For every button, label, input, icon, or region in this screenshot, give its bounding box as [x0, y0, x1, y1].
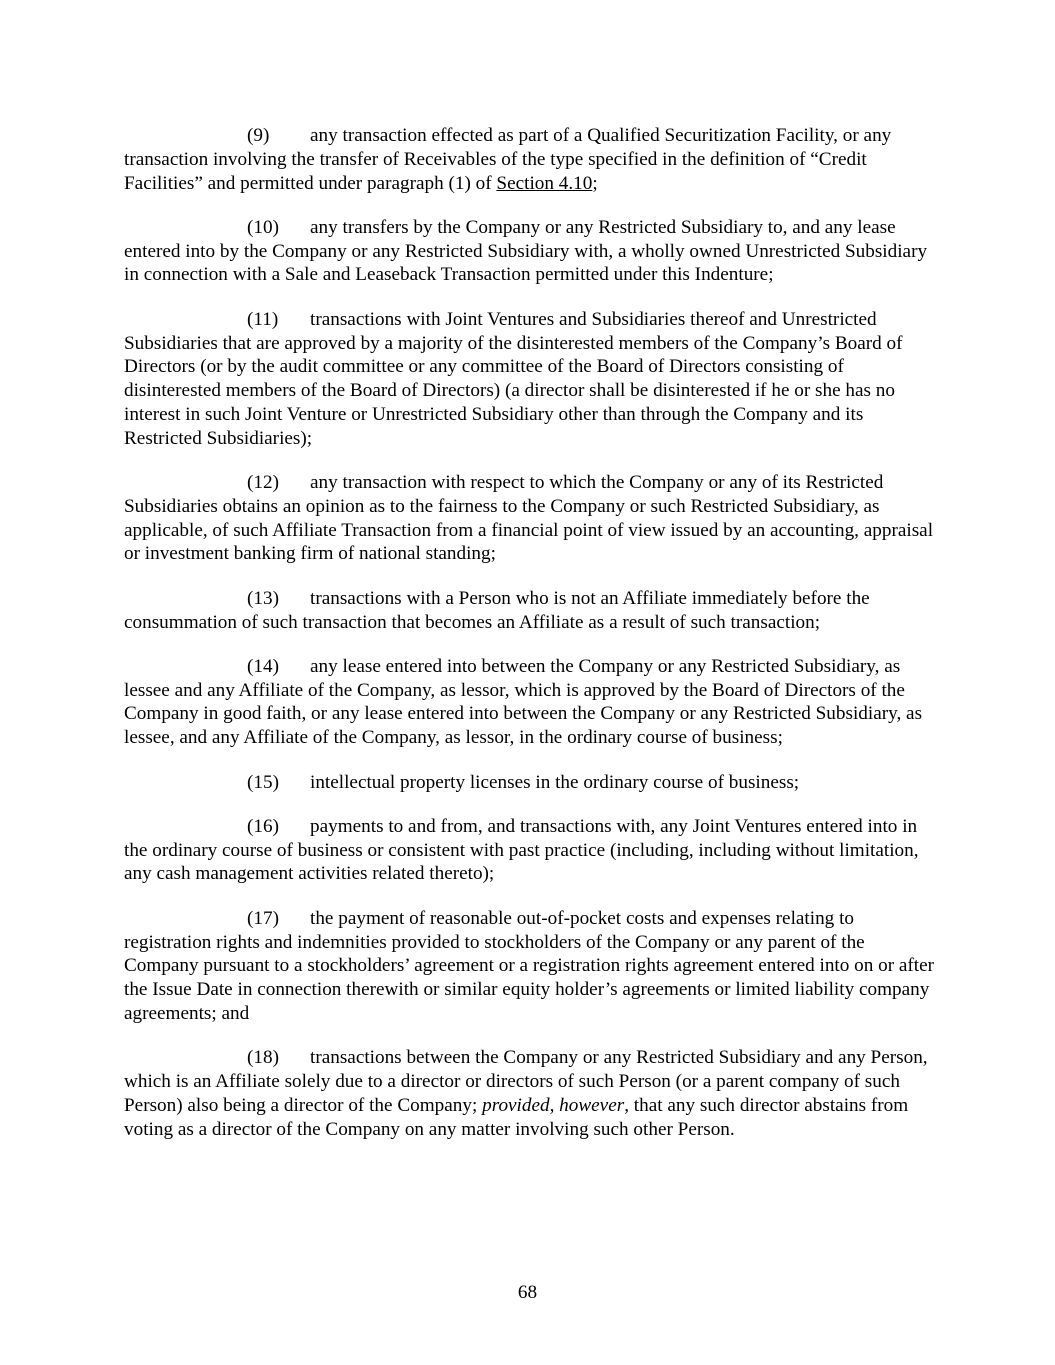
clause-14 [124, 655, 939, 750]
clause-16 [124, 815, 939, 886]
clause-number: (17) [247, 907, 279, 929]
clause-12 [124, 471, 939, 566]
clause-text: payments to and from, and transactions with, any Joint Ventures entered into in the ordinary course of business or consistent with past practice (including, including without limitation, any cash management activities related thereto); [124, 815, 919, 885]
clause-text: intellectual property licenses in the ordinary course of business; [310, 771, 800, 793]
clause-number: (15) [247, 771, 279, 793]
clause-number: (11) [247, 308, 279, 330]
clause-text: any transaction effected as part of a Qualified Securitization Facility, or any transaction involving the transfer of Receivables of the type specified in the definition of “Credit Facilities” and permitted under paragraph (1) of [124, 125, 892, 194]
clause-text-end: , that any such director abstains from voting as a director of the Company on any matter involving such other Person. [124, 1094, 909, 1140]
clause-number: (12) [247, 472, 279, 494]
clause-18 [124, 1046, 939, 1141]
clause-number: (9) [247, 125, 270, 146]
clause-10 [124, 216, 939, 287]
clause-text-end: ; [592, 172, 598, 194]
clause-9 [124, 124, 939, 195]
clause-text: transactions with Joint Ventures and Subsidiaries thereof and Unrestricted Subsidiaries that are approved by a majority of the disinterested members of the Company’s Board of Directors (or by the audit committee or any committee of the Board of Directors consisting of disinterested members of the Board of Directors) (a director shall be disinterested if he or she has no interest in such Joint Venture or Unrestricted Subsidiary other than through the Company and its Restricted Subsidiaries); [124, 308, 903, 449]
clause-text: transactions with a Person who is not an Affiliate immediately before the consummation of such transaction that becomes an Affiliate as a result of such transaction; [124, 587, 870, 633]
clause-13 [124, 587, 939, 635]
clause-text: transactions between the Company or any Restricted Subsidiary and any Person, which is an Affiliate solely due to a director or directors of such Person (or a parent company of such Person) also being a director of the Company; [124, 1047, 928, 1116]
clause-text: the payment of reasonable out-of-pocket costs and expenses relating to registration rights and indemnities provided to stockholders of the Company or any parent of the Company pursuant to a stockholders’ agreement or a registration rights agreement entered into on or after the Issue Date in connection therewith or similar equity holder’s agreements or limited liability company agreements; and [124, 907, 935, 1024]
clause-number: (18) [247, 1047, 279, 1069]
clause-text: any transaction with respect to which the Company or any of its Restricted Subsidiaries obtains an opinion as to the fairness to the Company or such Restricted Subsidiary, as applicable, of such Affiliate Transaction from a financial point of view issued by an accounting, appraisal or investment banking firm of national standing; [124, 472, 934, 565]
clause-text: any transfers by the Company or any Restricted Subsidiary to, and any lease entered into by the Company or any Restricted Subsidiary with, a wholly owned Unrestricted Subsidiary in connection with a Sale and Leaseback Transaction permitted under this Indenture; [124, 216, 928, 286]
clause-11 [124, 308, 939, 451]
clause-text: any lease entered into between the Company or any Restricted Subsidiary, as lessee and any Affiliate of the Company, as lessor, which is approved by the Board of Directors of the Company in good faith, or any lease entered into between the Company or any Restricted Subsidiary, as lessee, and any Affiliate of the Company, as lessor, in the ordinary course of business; [124, 655, 923, 749]
proviso-italic: provided, however [482, 1094, 625, 1116]
clause-number: (13) [247, 587, 279, 609]
clause-number: (14) [247, 655, 279, 677]
clause-17 [124, 907, 939, 1026]
document-body [124, 124, 939, 1162]
clause-number: (16) [247, 815, 279, 837]
clause-number: (10) [247, 216, 279, 238]
page-number: 68 [517, 1282, 538, 1303]
clause-15 [124, 771, 939, 795]
section-4-10-link[interactable]: Section 4.10 [496, 172, 593, 194]
